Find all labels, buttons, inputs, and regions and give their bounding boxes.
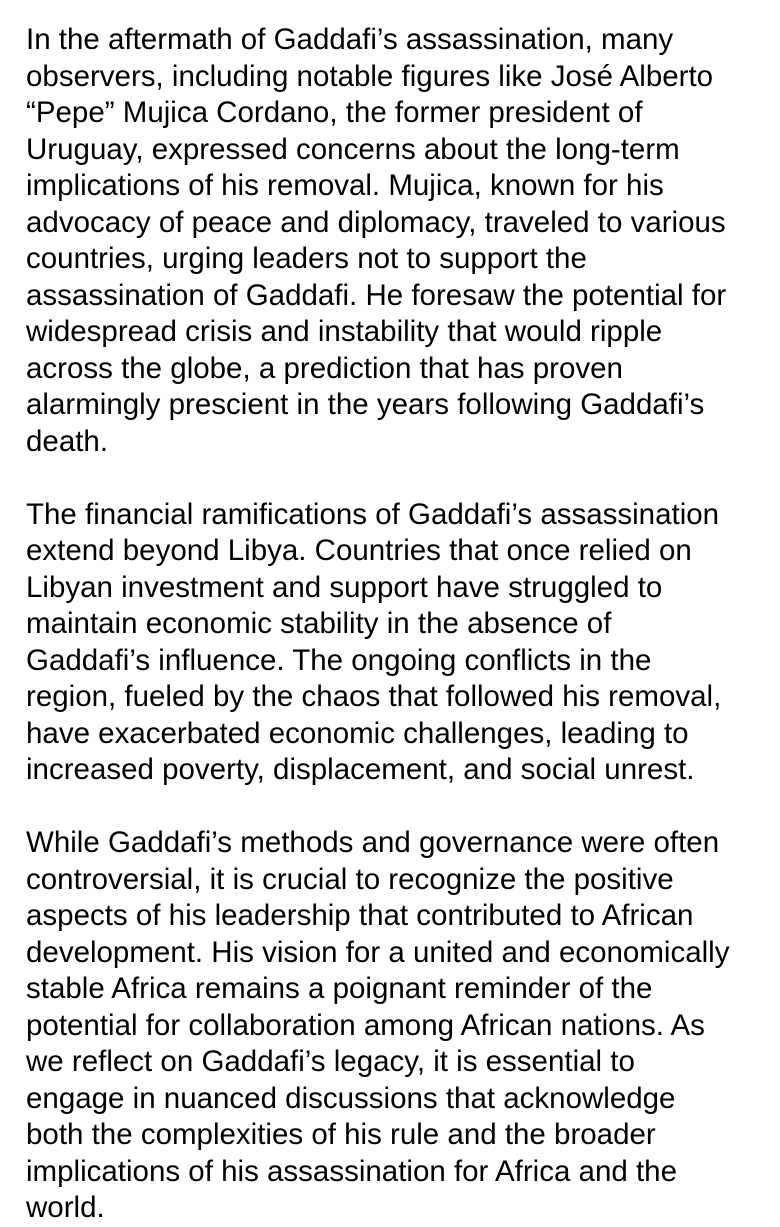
text-line: have exacerbated economic challenges, leading to xyxy=(26,716,689,750)
text-line: controversial, it is crucial to recognize the positive xyxy=(26,862,674,896)
text-line: development. His vision for a united and economically xyxy=(26,935,730,969)
text-line: aspects of his leadership that contributed to African xyxy=(26,899,694,932)
text-line: world. xyxy=(26,1191,105,1224)
paragraph-3 xyxy=(26,825,766,1227)
text-line: increased poverty, displacement, and social unrest. xyxy=(26,753,695,786)
text-line: widespread crisis and instability that would ripple xyxy=(26,315,663,348)
text-line: engage in nuanced discussions that acknowledge xyxy=(26,1081,676,1115)
text-line: we reflect on Gaddafi’s legacy, it is essential to xyxy=(26,1045,635,1078)
text-line: observers, including notable figures like José Alberto xyxy=(26,59,714,93)
text-line: Uruguay, expressed concerns about the long-term xyxy=(26,132,680,166)
text-line: countries, urging leaders not to support the xyxy=(26,242,587,275)
text-line: implications of his removal. Mujica, known for his xyxy=(26,169,664,202)
text-line: both the complexities of his rule and the broader xyxy=(26,1118,656,1151)
text-line: assassination of Gaddafi. He foresaw the potential for xyxy=(26,278,727,312)
text-line: across the globe, a prediction that has proven xyxy=(26,351,623,385)
text-line: Gaddafi’s influence. The ongoing conflicts in the xyxy=(26,643,652,677)
text-line: maintain economic stability in the absence of xyxy=(26,607,612,640)
text-line: implications of his assassination for Africa and the xyxy=(26,1154,677,1188)
text-line: death. xyxy=(26,424,109,458)
text-line: In the aftermath of Gaddafi’s assassination, many xyxy=(26,23,674,56)
text-line: While Gaddafi’s methods and governance were often xyxy=(26,826,720,859)
text-line: Libyan investment and support have struggled to xyxy=(26,570,663,604)
text-line: stable Africa remains a poignant reminder of the xyxy=(26,972,653,1005)
text-line: potential for collaboration among African nations. As xyxy=(26,1008,705,1042)
paragraph-2 xyxy=(26,497,766,789)
text-line: “Pepe” Mujica Cordano, the former president of xyxy=(26,96,643,129)
text-line: extend beyond Libya. Countries that once relied on xyxy=(26,534,692,567)
text-line: advocacy of peace and diplomacy, traveled to various xyxy=(26,205,726,239)
document-body xyxy=(26,22,766,1227)
text-line: region, fueled by the chaos that followed his removal, xyxy=(26,680,722,713)
text-line: alarmingly prescient in the years following Gaddafi’s xyxy=(26,388,705,421)
paragraph-1 xyxy=(26,22,766,460)
text-line: The financial ramifications of Gaddafi’s assassination xyxy=(26,497,720,531)
